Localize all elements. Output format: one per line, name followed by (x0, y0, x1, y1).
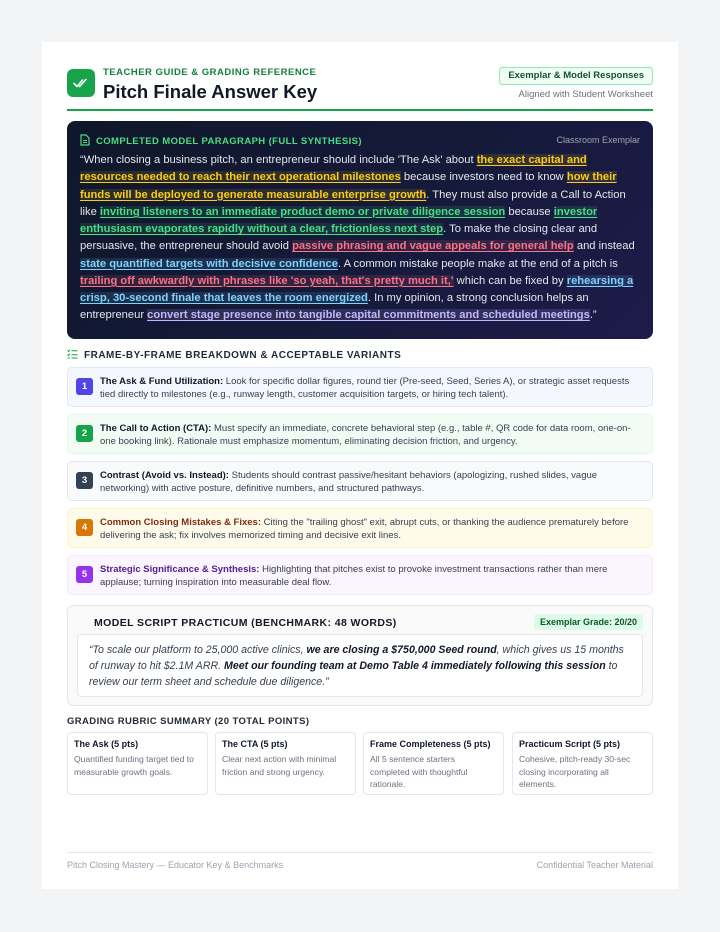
highlighted-phrase: how their funds will be deployed to generate measurable enterprise growth (80, 171, 617, 201)
rubric-card-desc: Cohesive, pitch-ready 30-sec closing incorporating all elements. (519, 754, 631, 789)
frame-item (67, 414, 653, 454)
footer-divider (67, 852, 653, 853)
double-check-icon (67, 69, 95, 97)
model-paragraph-card (67, 121, 653, 339)
frame-number-badge: 4 (76, 519, 93, 536)
frame-title: Strategic Significance & Synthesis: (100, 564, 260, 575)
exemplar-badge: Exemplar & Model Responses (499, 67, 653, 85)
highlighted-phrase: investor enthusiasm evaporates rapidly without a clear, frictionless next step (80, 205, 598, 235)
rubric-card-title: The CTA (5 pts) (222, 739, 288, 749)
footer-right: Confidential Teacher Material (536, 860, 653, 870)
paragraph-text-segment: . They must also provide a Call to Action like (80, 188, 626, 218)
header (67, 67, 653, 111)
frame-description: Students should contrast passive/hesitant behaviors (apologizing, rushed slides, vague networking) with active posture, definitive numbers, and structured pathways. (100, 470, 598, 494)
paragraph-text-segment: . In my opinion, a strong conclusion helps an entrepreneur (80, 292, 589, 322)
highlighted-phrase: state quantified targets with decisive confidence (80, 257, 338, 270)
rubric-card-completeness (363, 732, 504, 795)
practicum-title: MODEL SCRIPT PRACTICUM (BENCHMARK: 48 WORDS) (94, 617, 397, 629)
document-icon (80, 134, 90, 149)
model-paragraph-label-text: COMPLETED MODEL PARAGRAPH (FULL SYNTHESIS) (96, 136, 362, 147)
rubric-card-title: The Ask (5 pts) (74, 739, 139, 749)
highlighted-phrase: the exact capital and resources needed to reach their next operational milestones (80, 154, 587, 184)
paragraph-text-segment: and instead (573, 240, 635, 253)
highlighted-phrase: rehearsing a crisp, 30-second finale that leaves the room energized (80, 274, 634, 304)
frame-description: Must specify an immediate, concrete behavioral step (e.g., table #, QR code for data room, one-on-one booking link). Rationale must emphasize momentum, eliminating decision friction, and urgency. (100, 423, 631, 447)
footer-left: Pitch Closing Mastery — Educator Key & Benchmarks (67, 860, 284, 870)
frame-item (67, 555, 653, 595)
highlighted-phrase: passive phrasing and vague appeals for general help (292, 240, 574, 253)
frame-item (67, 367, 653, 407)
rubric-card-cta (215, 732, 356, 795)
frame-item (67, 461, 653, 501)
frame-number-badge: 2 (76, 425, 93, 442)
paragraph-text-segment: . A common mistake people make at the end of a pitch is (338, 257, 618, 270)
model-paragraph-label (80, 134, 362, 149)
paragraph-text-segment: which can be fixed by (453, 274, 567, 287)
rubric-card-desc: Quantified funding target tied to measurable growth goals. (74, 754, 194, 777)
script-text-segment: , which gives us 15 months of runway to hit $2.1M ARR. (89, 644, 624, 672)
model-paragraph-text (80, 152, 640, 325)
rubric-card-title: Frame Completeness (5 pts) (370, 739, 491, 749)
frame-title: Common Closing Mistakes & Fixes: (100, 517, 262, 528)
frame-title: The Call to Action (CTA): (100, 423, 212, 434)
rubric-card-desc: All 5 sentence starters completed with thoughtful rationale. (370, 754, 468, 789)
script-emphasis: Meet our founding team at Demo Table 4 immediately following this session (224, 660, 606, 672)
frame-number-badge: 3 (76, 472, 93, 489)
highlighted-phrase: trailing off awkwardly with phrases like 'so yeah, that's pretty much it,' (80, 274, 454, 287)
frame-description: Citing the "trailing ghost" exit, abrupt cuts, or thanking the audience prematurely before delivering the ask; fix involves memorized timing and decisive exit lines. (100, 517, 629, 541)
script-text-segment: “To scale our platform to 25,000 active clinics, (89, 644, 307, 656)
classroom-exemplar-tag: Classroom Exemplar (556, 135, 640, 145)
rubric-card-ask (67, 732, 208, 795)
frame-title: The Ask & Fund Utilization: (100, 376, 224, 387)
rubric-card-desc: Clear next action with minimal friction and strong urgency. (222, 754, 337, 777)
frame-description: Highlighting that pitches exist to provoke investment transactions rather than mere applause; turning inspiration into measurable deal flow. (100, 564, 608, 588)
highlighted-phrase: inviting listeners to an immediate product demo or private diligence session (99, 205, 506, 218)
answer-key-page (42, 42, 678, 889)
header-divider (67, 109, 653, 111)
breakdown-heading-text: FRAME-BY-FRAME BREAKDOWN & ACCEPTABLE VARIANTS (84, 350, 402, 361)
checklist-icon (67, 349, 78, 362)
guide-eyebrow: TEACHER GUIDE & GRADING REFERENCE (103, 67, 317, 78)
page-title: Pitch Finale Answer Key (103, 81, 318, 102)
practicum-card (67, 605, 653, 706)
paragraph-text-segment: . To make the closing clear and persuasive, the entrepreneur should avoid (80, 223, 598, 253)
exemplar-grade-badge: Exemplar Grade: 20/20 (534, 614, 643, 630)
paragraph-text-segment: .” (589, 309, 597, 322)
paragraph-text-segment: because investors need to know (400, 171, 567, 184)
frame-number-badge: 1 (76, 378, 93, 395)
frame-item (67, 508, 653, 548)
rubric-card-title: Practicum Script (5 pts) (519, 739, 621, 749)
frame-title: Contrast (Avoid vs. Instead): (100, 470, 229, 481)
rubric-card-practicum (512, 732, 653, 795)
aligned-note: Aligned with Student Worksheet (518, 89, 653, 100)
script-emphasis: we are closing a $750,000 Seed round (306, 644, 497, 656)
highlighted-phrase: convert stage presence into tangible capital commitments and scheduled meetings (147, 309, 590, 322)
frame-number-badge: 5 (76, 566, 93, 583)
model-script-text (77, 634, 643, 697)
paragraph-text-segment: “When closing a business pitch, an entrepreneur should include 'The Ask' about (80, 154, 477, 166)
paragraph-text-segment: because (505, 205, 554, 218)
script-text-segment: to review our term sheet and schedule due diligence.” (89, 660, 618, 688)
rubric-heading: GRADING RUBRIC SUMMARY (20 TOTAL POINTS) (67, 716, 310, 727)
frame-description: Look for specific dollar figures, round tier (Pre-seed, Seed, Series A), or strategic asset requests tied directly to milestones (e.g., runway length, customer acquisition targets, or hiring tech talent). (100, 376, 630, 400)
breakdown-heading (67, 349, 401, 362)
